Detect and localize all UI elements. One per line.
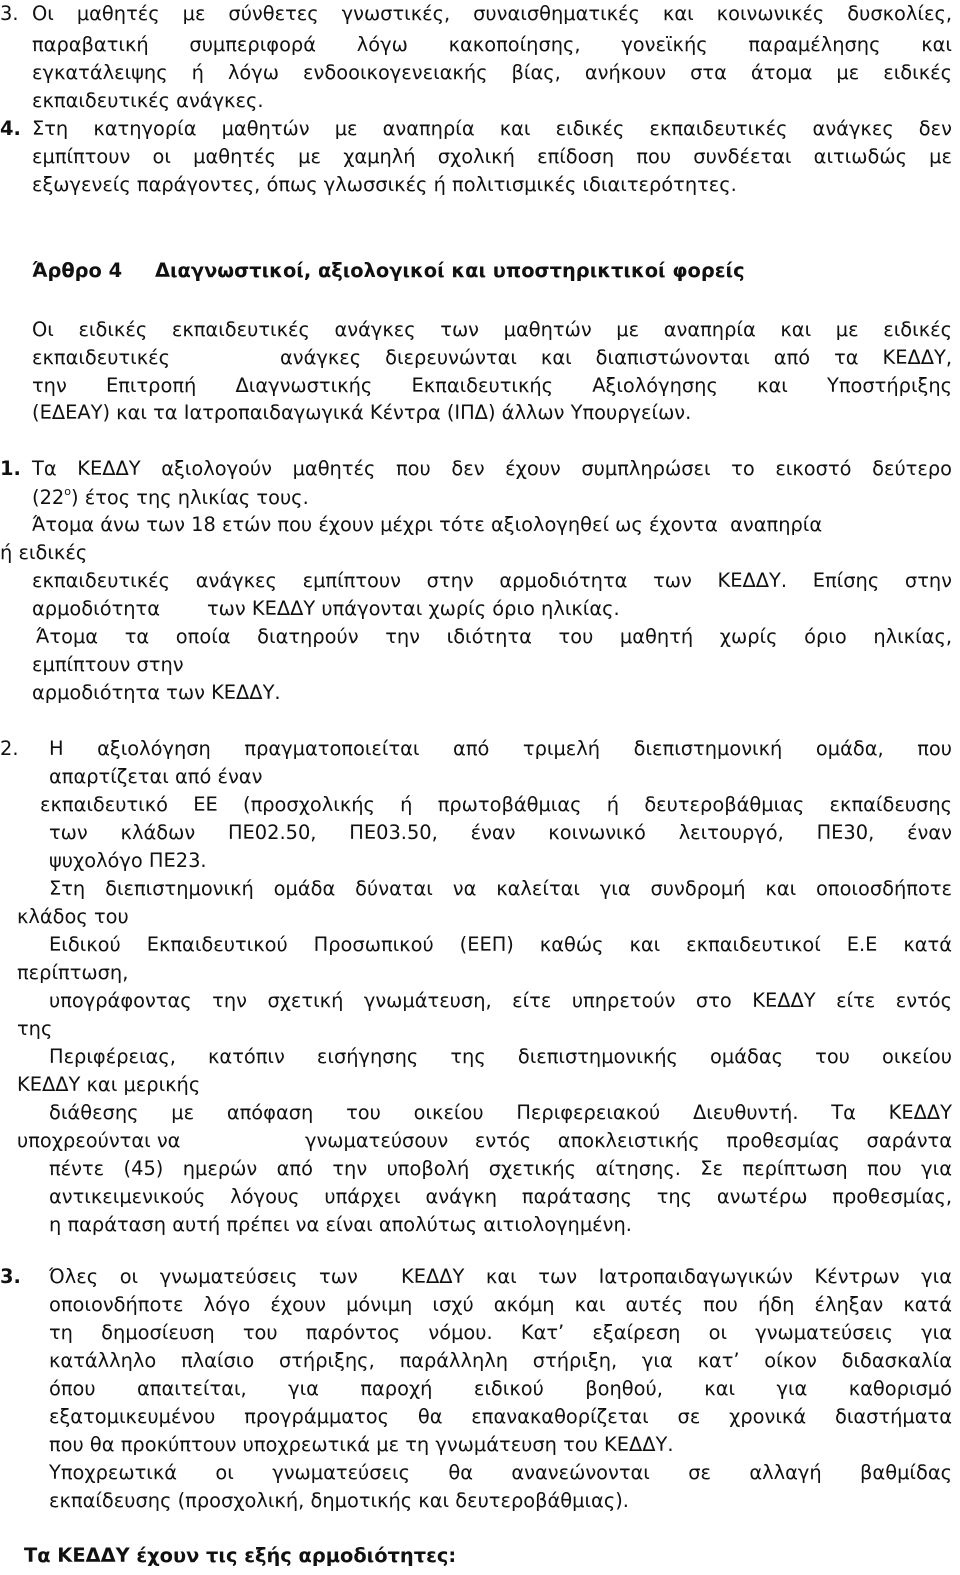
text-line: των ΚΕΔΔΥ υπάγονται χωρίς όριο ηλικίας.: [207, 597, 620, 620]
text-line: υπογράφοντας την σχετική γνωμάτευση, είτε υπηρετούν στο ΚΕΔΔΥ είτε εντός: [49, 989, 952, 1012]
text-line: Τα ΚΕΔΔΥ αξιολογούν μαθητές που δεν έχουν συμπληρώσει το εικοστό δεύτερο: [32, 457, 952, 480]
text-line: παραβατική συμπεριφορά λόγω κακοποίησης, γονεϊκής παραμέλησης και: [32, 33, 952, 56]
text-line: ψυχολόγο ΠΕ23.: [49, 849, 207, 872]
text-line: περίπτωση,: [17, 961, 129, 984]
text-line: κλάδος του: [17, 905, 129, 928]
text-line: απαρτίζεται από έναν: [49, 765, 263, 788]
text-line: την Επιτροπή Διαγνωστικής Εκπαιδευτικής Αξιολόγησης και Υποστήριξης: [32, 374, 952, 397]
text-line: εκπαιδευτικές ανάγκες.: [32, 89, 264, 112]
text-line: Η αξιολόγηση πραγματοποιείται από τριμελή διεπιστημονική ομάδα, που: [49, 737, 952, 760]
item-number: 2.: [0, 737, 19, 760]
text-line: Όλες οι γνωματεύσεις των ΚΕΔΔΥ και των Ιατροπαιδαγωγικών Κέντρων για: [49, 1265, 952, 1288]
text-line: εγκατάλειψης ή λόγω ενδοοικογενειακής βίας, ανήκουν στα άτομα με ειδικές: [32, 61, 952, 84]
text-line: ανάγκες διερευνώνται και διαπιστώνονται από τα ΚΕΔΔΥ,: [280, 346, 952, 369]
text-line: υποχρεούνται να: [17, 1129, 181, 1152]
text-line: Ειδικού Εκπαιδευτικού Προσωπικού (ΕΕΠ) καθώς και εκπαιδευτικοί Ε.Ε κατά: [49, 933, 952, 956]
item-number: 3.: [0, 2, 19, 25]
text-line: Περιφέρειας, κατόπιν εισήγησης της διεπιστημονικής ομάδας του οικείου: [49, 1045, 952, 1068]
item-number: 1.: [0, 457, 21, 480]
text-line: Στη κατηγορία μαθητών με αναπηρία και ειδικές εκπαιδευτικές ανάγκες δεν: [32, 117, 952, 140]
text-line: εκπαιδευτικές ανάγκες εμπίπτουν στην αρμοδιότητα των ΚΕΔΔΥ. Επίσης στην: [32, 569, 952, 592]
text-line: ΚΕΔΔΥ και μερικής: [17, 1073, 201, 1096]
text-line: Άτομα τα οποία διατηρούν την ιδιότητα του μαθητή χωρίς όριο ηλικίας,: [36, 625, 952, 648]
item-number: 3.: [0, 1265, 21, 1288]
text-line: όπου απαιτείται, για παροχή ειδικού βοηθού, και για καθορισμό: [49, 1377, 952, 1400]
text-line: Άτομα άνω των 18 ετών που έχουν μέχρι τότε αξιολογηθεί ως έχοντα αναπηρία: [32, 513, 823, 536]
article-label: Άρθρο 4: [32, 259, 123, 282]
text-line: εκπαιδευτικό ΕΕ (προσχολικής ή πρωτοβάθμιας ή δευτεροβάθμιας εκπαίδευσης: [40, 793, 952, 816]
text-line: αρμοδιότητα των ΚΕΔΔΥ.: [32, 681, 281, 704]
text-line: εμπίπτουν στην: [32, 653, 184, 676]
text-line: των κλάδων ΠΕ02.50, ΠΕ03.50, έναν κοινωνικό λειτουργό, ΠΕ30, έναν: [49, 821, 952, 844]
article-title: Διαγνωστικοί, αξιολογικοί και υποστηρικτικοί φορείς: [155, 259, 745, 282]
text-line: που θα προκύπτουν υποχρεωτικά με τη γνωμάτευση του ΚΕΔΔΥ.: [49, 1433, 674, 1456]
text-line: εκπαίδευσης (προσχολική, δημοτικής και δευτεροβάθμιας).: [49, 1489, 629, 1512]
text-line: (ΕΔΕΑΥ) και τα Ιατροπαιδαγωγικά Κέντρα (ΙΠΔ) άλλων Υπουργείων.: [32, 401, 692, 424]
item-number: 4.: [0, 117, 21, 140]
text-line: οποιονδήποτε λόγο έχουν μόνιμη ισχύ ακόμη και αυτές που ήδη έληξαν κατά: [49, 1293, 952, 1316]
text-line: εξατομικευμένου προγράμματος θα επανακαθορίζεται σε χρονικά διαστήματα: [49, 1405, 952, 1428]
text-line: γνωματεύσουν εντός αποκλειστικής προθεσμίας σαράντα: [305, 1129, 952, 1152]
text-line: ή ειδικές: [0, 541, 88, 564]
text-line: τη δημοσίευση του παρόντος νόμου. Κατ’ εξαίρεση οι γνωματεύσεις για: [49, 1321, 952, 1344]
text-line: Οι μαθητές με σύνθετες γνωστικές, συναισθηματικές και κοινωνικές δυσκολίες,: [32, 2, 952, 25]
section-heading: Τα ΚΕΔΔΥ έχουν τις εξής αρμοδιότητες:: [24, 1544, 457, 1567]
text-line: η παράταση αυτή πρέπει να είναι απολύτως αιτιολογημένη.: [49, 1213, 632, 1236]
text-line: $(22^o)$ έτος της ηλικίας τους.: [32, 485, 309, 509]
text-line: της: [17, 1017, 53, 1040]
text-line: αρμοδιότητα: [32, 597, 160, 620]
text-line: κατάλληλο πλαίσιο στήριξης, παράλληλη στήριξη, για κατ’ οίκον διδασκαλία: [49, 1349, 952, 1372]
text-line: εκπαιδευτικές: [32, 346, 171, 369]
text-line: Υποχρεωτικά οι γνωματεύσεις θα ανανεώνονται σε αλλαγή βαθμίδας: [49, 1461, 952, 1484]
text-line: αντικειμενικούς λόγους υπάρχει ανάγκη παράτασης της ανωτέρω προθεσμίας,: [49, 1185, 952, 1208]
text-line: εξωγενείς παράγοντες, όπως γλωσσικές ή πολιτισμικές ιδιαιτερότητες.: [32, 173, 737, 196]
text-line: εμπίπτουν οι μαθητές με χαμηλή σχολική επίδοση που συνδέεται αιτιωδώς με: [32, 145, 952, 168]
text-line: διάθεσης με απόφαση του οικείου Περιφερειακού Διευθυντή. Τα ΚΕΔΔΥ: [49, 1101, 952, 1124]
text-line: πέντε (45) ημερών από την υποβολή σχετικής αίτησης. Σε περίπτωση που για: [49, 1157, 952, 1180]
text-line: Οι ειδικές εκπαιδευτικές ανάγκες των μαθητών με αναπηρία και με ειδικές: [32, 318, 952, 341]
text-line: Στη διεπιστημονική ομάδα δύναται να καλείται για συνδρομή και οποιοσδήποτε: [49, 877, 952, 900]
